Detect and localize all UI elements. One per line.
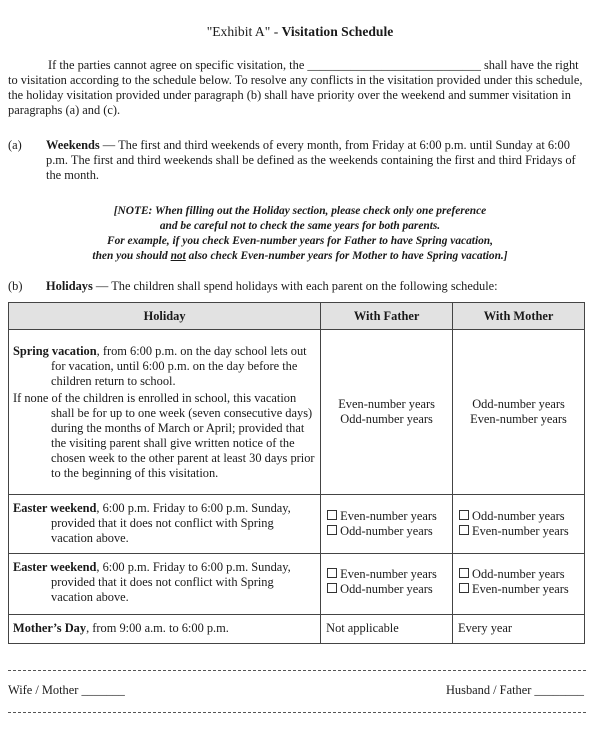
father-option-easter-2-even[interactable]: Even-number years — [327, 567, 452, 582]
section-weekends — [8, 138, 586, 183]
table-row-easter-weekend — [9, 554, 585, 615]
table-header-row — [9, 303, 585, 330]
holiday-cell-easter-1 — [9, 495, 321, 554]
signature-wife-mother: Wife / Mother _______ — [8, 683, 125, 697]
note-line-2: and be careful not to check the same years for both parents. — [159, 220, 441, 232]
holiday-cell-mothers-day — [9, 615, 321, 644]
checkbox-icon[interactable] — [459, 568, 469, 578]
note-line-4: then you should not also check Even-number years for Mother to have Spring vacation.] — [92, 250, 508, 262]
title-main: Visitation Schedule — [281, 24, 394, 39]
holiday-schedule-table — [8, 302, 585, 644]
checkbox-icon[interactable] — [327, 583, 337, 593]
father-cell-mothers-day — [321, 615, 453, 644]
mother-cell-easter-2 — [453, 554, 585, 615]
mother-option-easter-2-odd[interactable]: Odd-number years — [459, 567, 584, 582]
holiday-name-easter-1: Easter weekend — [13, 501, 97, 515]
father-cell-easter-2 — [321, 554, 453, 615]
column-header-mother: With Mother — [453, 303, 585, 330]
mother-cell-easter-1 — [453, 495, 585, 554]
checkbox-icon[interactable] — [459, 583, 469, 593]
checkbox-icon[interactable] — [327, 525, 337, 535]
holiday-cell-easter-2 — [9, 554, 321, 615]
mother-option-easter-2-even[interactable]: Even-number years — [459, 582, 584, 597]
father-option-easter-1-odd[interactable]: Odd-number years — [327, 524, 452, 539]
title-prefix: "Exhibit A" - — [206, 24, 282, 39]
mother-cell-spring — [453, 330, 585, 495]
father-value-mothers-day: Not applicable — [326, 621, 399, 635]
checkbox-icon[interactable] — [327, 568, 337, 578]
intro-text: If the parties cannot agree on specific visitation, the ____________________________ shall have the right to visitation according to the schedule below. To resolve any conflicts in the visitation provided under this schedule, the holiday visitation provided under paragraph (b) shall have priority over the weekend and summer visitation in paragraphs (a) and (c). — [8, 58, 583, 117]
note-line-3: For example, if you check Even-number years for Father to have Spring vacation, — [106, 235, 493, 247]
section-heading-holidays: Holidays — [46, 279, 93, 293]
section-text-weekends: — The first and third weekends of every month, from Friday at 6:00 p.m. until Sunday at 6:00 p.m. The first and third weekends shall be defined as the weekends containing the first and third Fridays of the month. — [46, 138, 576, 182]
holiday-desc-spring: , from 6:00 p.m. on the day school lets out for vacation, until 6:00 p.m. on the day before the children return to school. — [51, 344, 307, 388]
mother-option-easter-1-even[interactable]: Even-number years — [459, 524, 584, 539]
father-option-spring-1: Even-number years — [338, 397, 435, 411]
holiday-name-spring: Spring vacation — [13, 344, 97, 358]
holiday-desc-mothers-day: , from 9:00 a.m. to 6:00 p.m. — [86, 621, 229, 635]
mother-option-spring-1: Odd-number years — [472, 397, 565, 411]
checkbox-icon[interactable] — [327, 510, 337, 520]
divider-line — [8, 712, 586, 713]
table-row-easter-weekend — [9, 495, 585, 554]
holiday-desc-easter-1: , 6:00 p.m. Friday to 6:00 p.m. Sunday, provided that it does not conflict with Spring vacation above. — [51, 501, 291, 545]
page-title — [0, 24, 600, 40]
father-option-spring-2: Odd-number years — [340, 412, 433, 426]
table-row-spring-vacation — [9, 330, 585, 495]
holiday-name-mothers-day: Mother’s Day — [13, 621, 87, 635]
section-heading-weekends: Weekends — [46, 138, 100, 152]
holiday-desc-easter-2: , 6:00 p.m. Friday to 6:00 p.m. Sunday, provided that it does not conflict with Spring vacation above. — [51, 560, 291, 604]
father-cell-spring — [321, 330, 453, 495]
section-letter-b: (b) — [8, 279, 23, 293]
mother-option-easter-1-odd[interactable]: Odd-number years — [459, 509, 584, 524]
table-row-mothers-day — [9, 615, 585, 644]
holiday-name-easter-2: Easter weekend — [13, 560, 97, 574]
checkbox-icon[interactable] — [459, 510, 469, 520]
note-emphasis-not: not — [170, 250, 186, 262]
intro-paragraph — [8, 58, 586, 118]
mother-option-spring-2: Even-number years — [470, 412, 567, 426]
section-text-holidays: — The children shall spend holidays with each parent on the following schedule: — [92, 279, 498, 293]
checkbox-icon[interactable] — [459, 525, 469, 535]
holiday-note — [0, 204, 600, 264]
divider-line — [8, 670, 586, 671]
signature-husband-father: Husband / Father ________ — [445, 683, 584, 697]
father-option-easter-2-odd[interactable]: Odd-number years — [327, 582, 452, 597]
mother-value-mothers-day: Every year — [458, 621, 513, 635]
note-line-1: [NOTE: When filling out the Holiday section, please check only one preference — [113, 205, 487, 217]
column-header-holiday: Holiday — [9, 303, 321, 330]
father-option-easter-1-even[interactable]: Even-number years — [327, 509, 452, 524]
section-holidays — [8, 279, 586, 294]
mother-cell-mothers-day — [453, 615, 585, 644]
column-header-father: With Father — [321, 303, 453, 330]
section-letter-a: (a) — [8, 138, 22, 152]
father-cell-easter-1 — [321, 495, 453, 554]
holiday-desc-spring-extra: If none of the children is enrolled in school, this vacation shall be for up to one week (seven consecutive days) during the months of March or April; provided that the visiting parent shall give written notice of the chosen week to the other parent at least 30 days prior to the beginning of this visitation. — [13, 391, 315, 480]
holiday-cell-spring — [9, 330, 321, 495]
